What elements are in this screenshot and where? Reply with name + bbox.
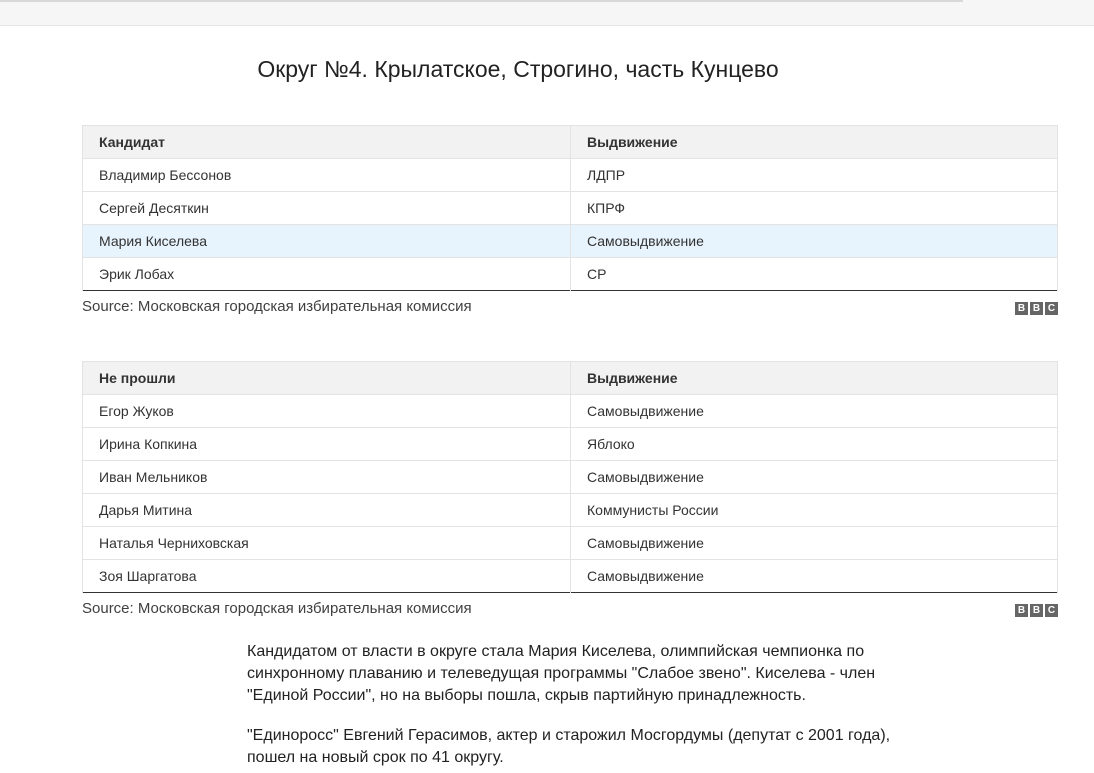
body-paragraph: "Единоросс" Евгений Герасимов, актер и старожил Мосгордумы (депутат с 2001 года), пошел на новый срок по 41 округу. bbox=[247, 727, 891, 766]
bbc-logo-letter: C bbox=[1045, 302, 1058, 315]
table-header-row bbox=[83, 126, 1058, 159]
table-row bbox=[83, 428, 1058, 461]
bbc-logo-letter: B bbox=[1015, 604, 1028, 617]
bbc-logo-letter: B bbox=[1030, 302, 1043, 315]
candidate-party: Самовыдвижение bbox=[571, 395, 1058, 428]
table-row bbox=[83, 395, 1058, 428]
candidate-name: Зоя Шаргатова bbox=[83, 560, 571, 593]
table1-source-row bbox=[82, 298, 1058, 318]
top-scroll-indicator bbox=[0, 0, 963, 2]
table-row bbox=[83, 494, 1058, 527]
candidate-party: КПРФ bbox=[571, 192, 1058, 225]
browser-top-bar bbox=[0, 0, 1094, 26]
bbc-logo-letter: B bbox=[1030, 604, 1043, 617]
table-row-highlighted bbox=[83, 225, 1058, 258]
candidate-name: Наталья Черниховская bbox=[83, 527, 571, 560]
candidates-table bbox=[82, 125, 1058, 291]
column-header-nomination: Выдвижение bbox=[571, 362, 1058, 395]
candidate-name: Егор Жуков bbox=[83, 395, 571, 428]
bbc-logo bbox=[1015, 604, 1058, 617]
bbc-logo bbox=[1015, 302, 1058, 315]
column-header-nomination: Выдвижение bbox=[571, 126, 1058, 159]
table-row bbox=[83, 159, 1058, 192]
body-paragraph: Кандидатом от власти в округе стала Мария Киселева, олимпийская чемпионка по синхронному плаванию и телеведущая программы "Слабое звено". Киселева - член "Единой России", но на выборы пошла, скрыв партийную принадлежность. bbox=[247, 643, 876, 704]
table-row bbox=[83, 258, 1058, 291]
candidate-party: ЛДПР bbox=[571, 159, 1058, 192]
column-header-not-passed: Не прошли bbox=[83, 362, 571, 395]
candidate-name: Иван Мельников bbox=[83, 461, 571, 494]
source-credit: Source: Московская городская избирательная комиссия bbox=[82, 600, 472, 617]
not-passed-table bbox=[82, 361, 1058, 593]
candidate-name: Владимир Бессонов bbox=[83, 159, 571, 192]
column-header-candidate: Кандидат bbox=[83, 126, 571, 159]
table-row bbox=[83, 192, 1058, 225]
candidate-name: Эрик Лобах bbox=[83, 258, 571, 291]
table2-source-row bbox=[82, 600, 1058, 620]
table-row bbox=[83, 560, 1058, 593]
candidate-name: Ирина Копкина bbox=[83, 428, 571, 461]
candidate-party: Самовыдвижение bbox=[571, 461, 1058, 494]
table-header-row bbox=[83, 362, 1058, 395]
candidate-name: Дарья Митина bbox=[83, 494, 571, 527]
page-title: Округ №4. Крылатское, Строгино, часть Кунцево bbox=[257, 56, 779, 82]
candidate-party: Самовыдвижение bbox=[571, 527, 1058, 560]
candidate-party: Самовыдвижение bbox=[571, 560, 1058, 593]
candidate-party: Самовыдвижение bbox=[571, 225, 1058, 258]
bbc-logo-letter: C bbox=[1045, 604, 1058, 617]
bbc-logo-letter: B bbox=[1015, 302, 1028, 315]
candidate-name: Мария Киселева bbox=[83, 225, 571, 258]
candidate-party: Яблоко bbox=[571, 428, 1058, 461]
candidate-party: СР bbox=[571, 258, 1058, 291]
source-credit: Source: Московская городская избирательная комиссия bbox=[82, 298, 472, 315]
table-row bbox=[83, 461, 1058, 494]
candidate-name: Сергей Десяткин bbox=[83, 192, 571, 225]
candidate-party: Коммунисты России bbox=[571, 494, 1058, 527]
table-row bbox=[83, 527, 1058, 560]
